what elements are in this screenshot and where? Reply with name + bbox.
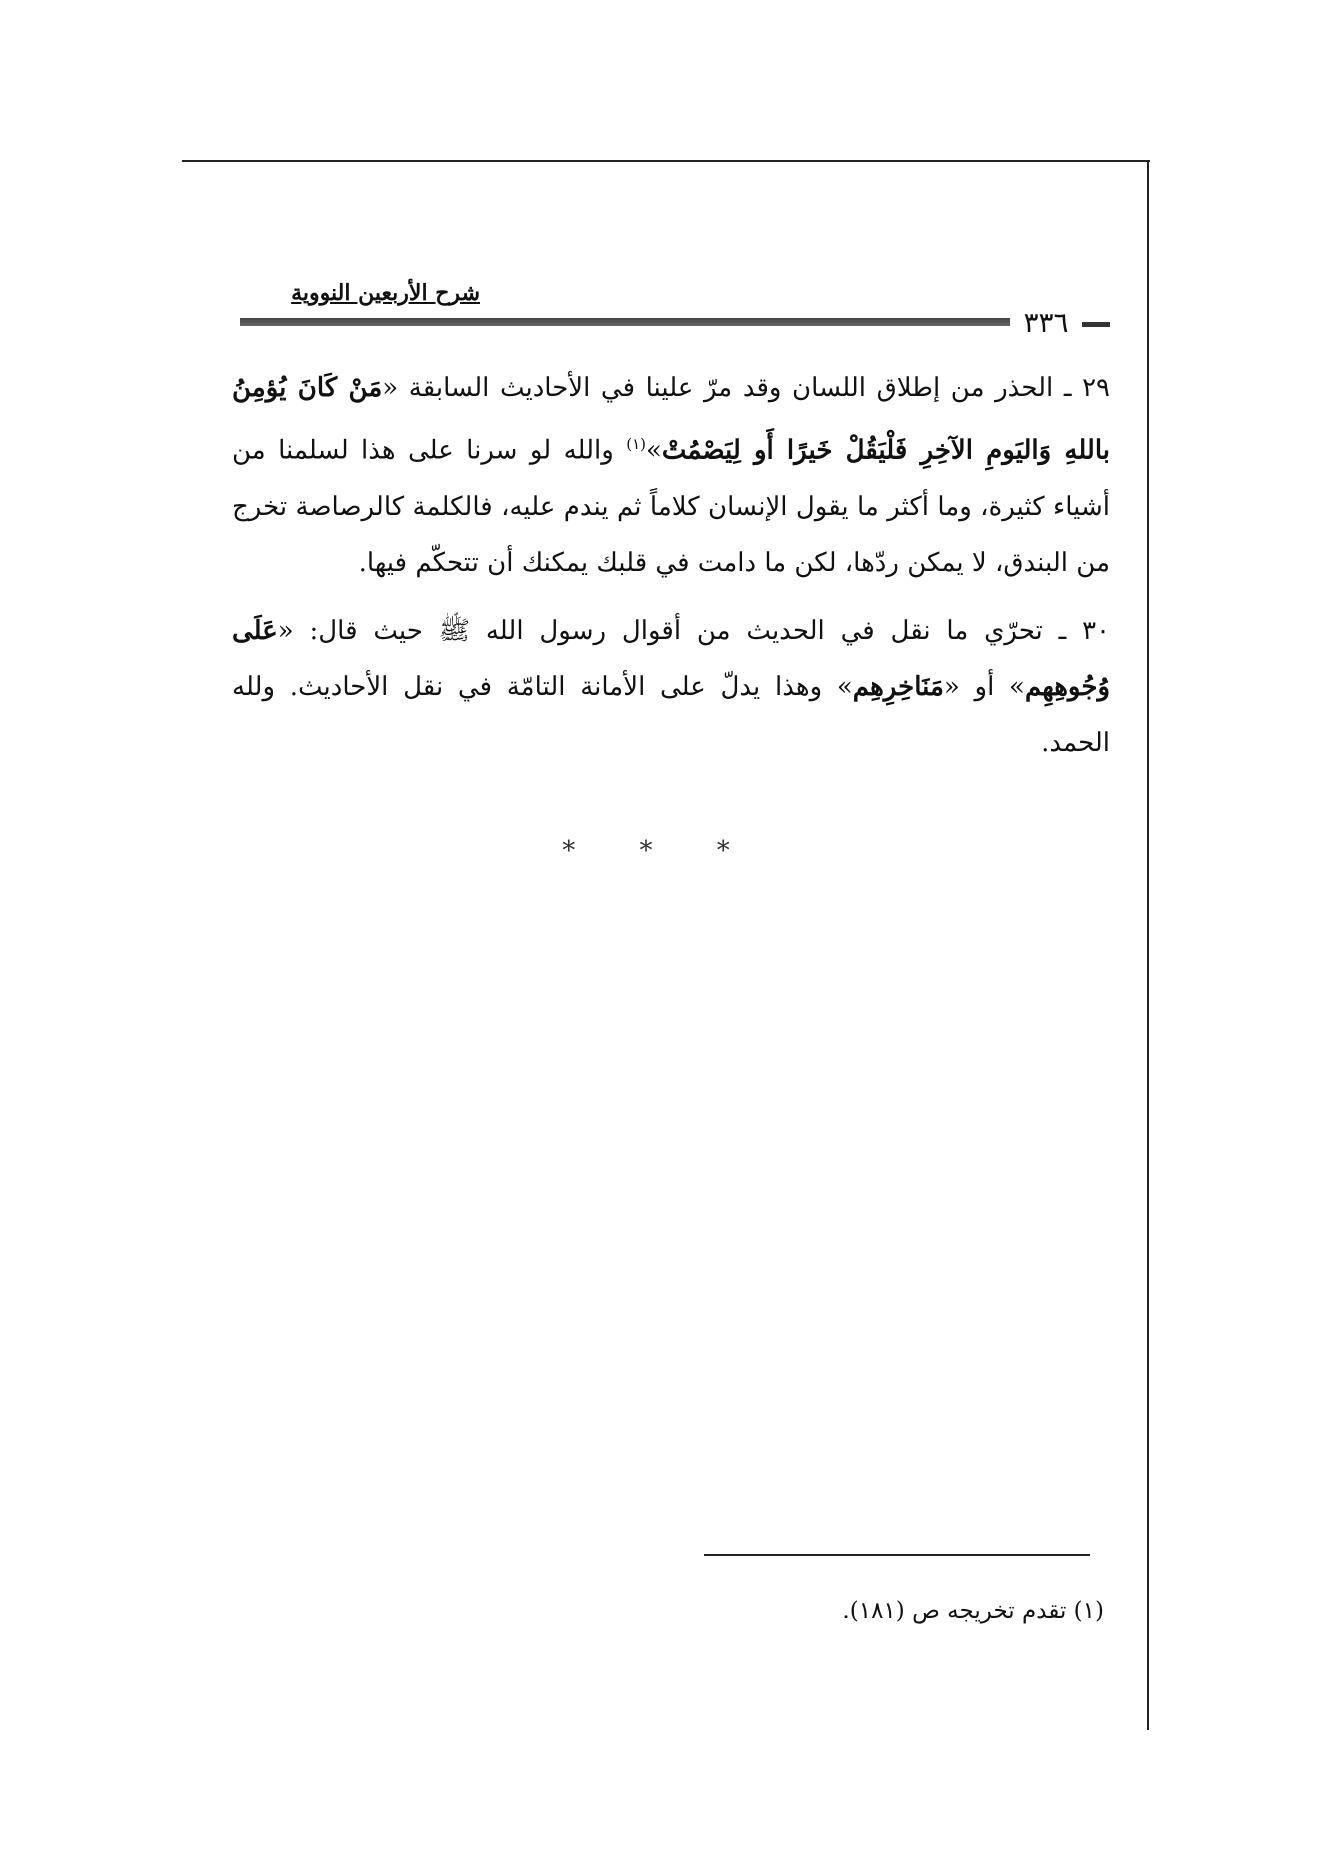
paragraph-29 <box>232 360 1110 591</box>
header-rule-end <box>1082 322 1110 327</box>
paragraph-29-body: والله لو سرنا على هذا لسلمنا من أشياء كثيرة، وما أكثر ما يقول الإنسان كلاماً ثم يندم عليه، فالكلمة كالرصاصة تخرج من البندق، لا يمكن ردّها، لكن ما دامت في قلبك يمكنك أن تتحكّم فيها. <box>232 435 1110 578</box>
paragraph-30-connector: » أو « <box>943 671 1025 702</box>
running-title: شرح الأربعين النووية <box>291 280 480 306</box>
paragraph-30-intro: ٣٠ ـ تحرّي ما نقل في الحديث من أقوال رسول الله ﷺ حيث قال: « <box>277 615 1110 646</box>
footnote-reference: (١) <box>626 435 646 453</box>
section-separator: * * * <box>562 836 758 866</box>
paragraph-29-intro: ٢٩ ـ الحذر من إطلاق اللسان وقد مرّ علينا في الأحاديث السابقة « <box>382 373 1110 403</box>
hadith-phrase-2: مَنَاخِرِهِم <box>852 671 944 702</box>
page-number: ٣٣٦ <box>1023 306 1069 339</box>
hadith-quote: مَنْ كَانَ يُؤمِنُ باللهِ وَاليَومِ الآخِرِ فَلْيَقُلْ خَيرًا أَو لِيَصْمُتْ <box>232 373 1111 466</box>
page-right-border <box>1147 160 1149 1730</box>
footnote: (١) تقدم تخريجه ص (١٨١). <box>842 1598 1104 1624</box>
paragraph-30-body: » وهذا يدلّ على الأمانة التامّة في نقل الأحاديث. ولله الحمد. <box>232 671 1110 758</box>
paragraph-30 <box>232 603 1110 771</box>
main-text <box>232 360 1110 771</box>
quote-close: » <box>646 435 662 466</box>
page-top-border <box>182 160 1150 162</box>
header-rule <box>240 318 1010 326</box>
hadith-phrase-1: عَلَى وُجُوهِهِم <box>232 615 1110 702</box>
footnote-rule <box>704 1554 1090 1556</box>
